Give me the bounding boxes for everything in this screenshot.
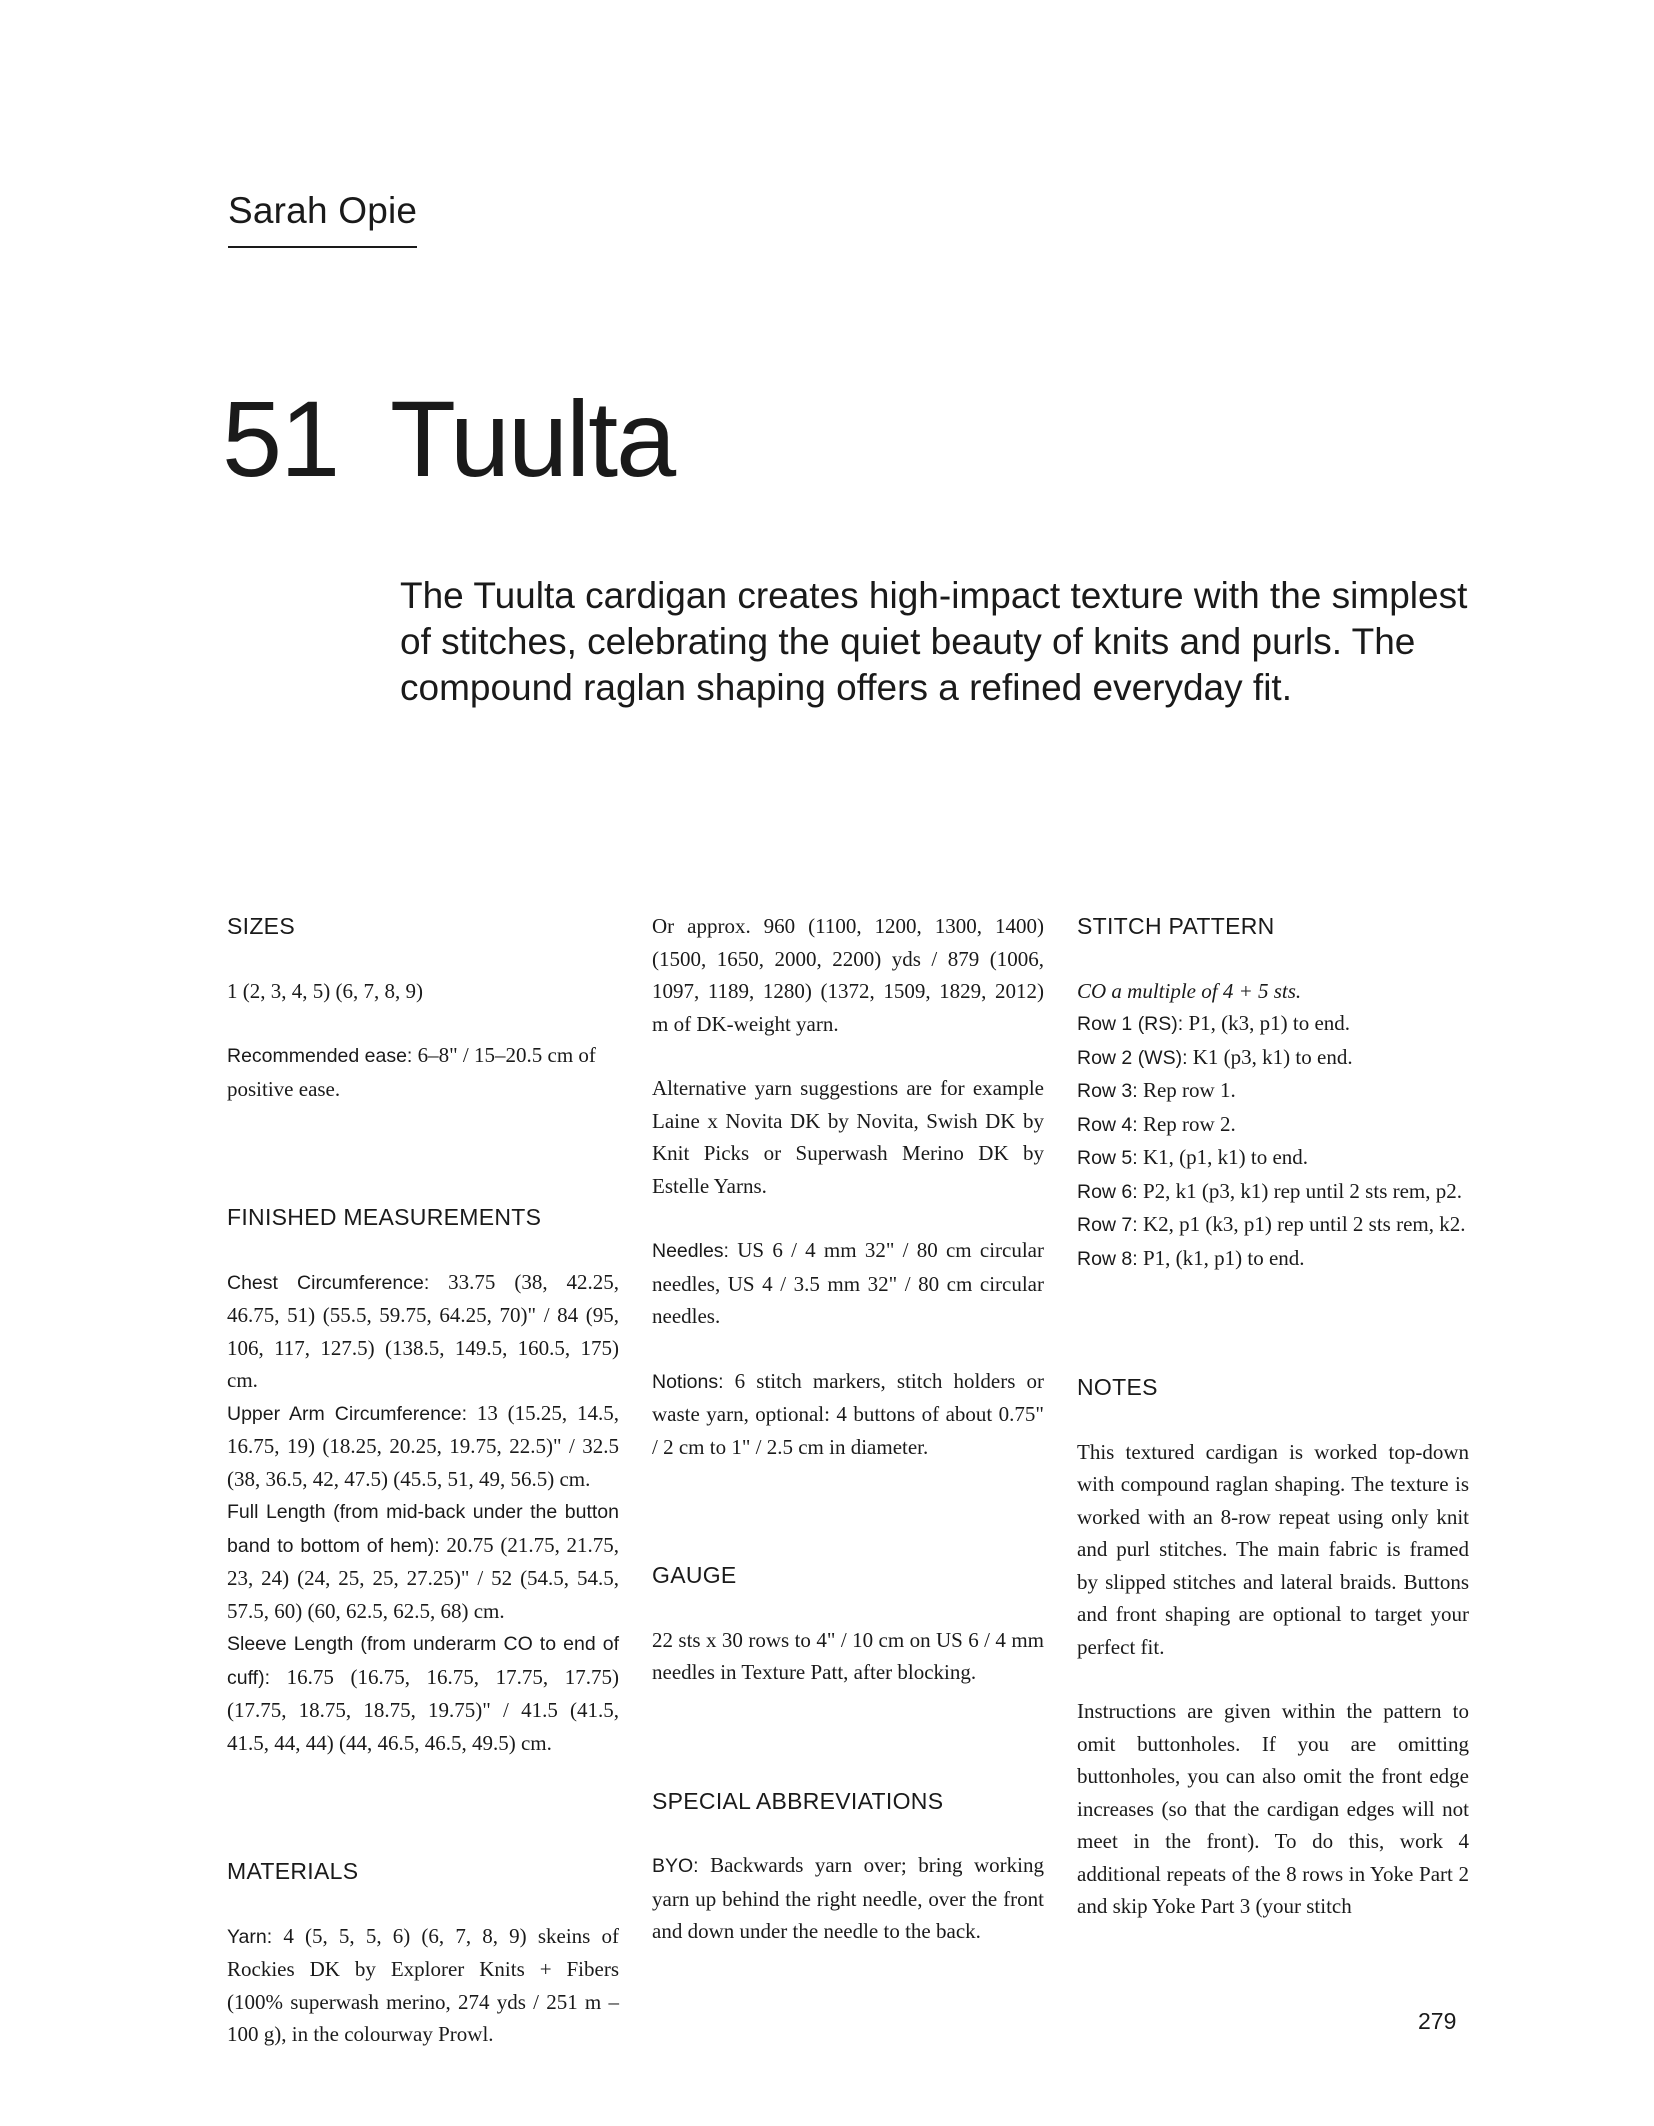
notions-paragraph	[652, 1365, 1044, 1464]
pattern-row	[1077, 1041, 1469, 1075]
column-left	[227, 910, 619, 2051]
measurement-value: 33.75 (38, 42.25, 46.75, 51) (55.5, 59.75, 64.25, 70)" / 84 (95, 106, 117, 127.5) (138.5, 149.5, 160.5, 175) cm.	[227, 1269, 619, 1392]
gauge-text: 22 sts x 30 rows to 4" / 10 cm on US 6 / 4 mm needles in Texture Patt, after blocking.	[652, 1627, 1044, 1684]
yarn-approx: Or approx. 960 (1100, 1200, 1300, 1400) (1500, 1650, 2000, 2200) yds / 879 (1006, 1097, 1189, 1280) (1372, 1509, 1829, 2012) m of DK-weight yarn.	[652, 914, 1044, 1036]
column-middle	[652, 910, 1044, 1948]
measurement-item	[227, 1495, 619, 1627]
row-label: Row 8:	[1077, 1247, 1138, 1270]
row-text: P1, (k3, p1) to end.	[1183, 1011, 1351, 1035]
finished-heading: FINISHED MEASUREMENTS	[227, 1204, 542, 1230]
materials-heading: MATERIALS	[227, 1858, 359, 1884]
sizes-heading: SIZES	[227, 913, 295, 939]
notes-paragraph-2: Instructions are given within the pattern to omit buttonholes. If you are omitting buttonholes, you can also omit the front edge increases (so that the cardigan edges will not meet in the front). To do this, work 4 additional repeats of the 8 rows in Yoke Part 2 and skip Yoke Part 3 (your stitch	[1077, 1699, 1469, 1918]
pattern-number: 51	[222, 378, 339, 499]
notions-label: Notions:	[652, 1370, 724, 1393]
alternative-yarns: Alternative yarn suggestions are for example Laine x Novita DK by Novita, Swish DK by Knit Picks or Superwash Merino DK by Estelle Yarns.	[652, 1076, 1044, 1198]
gauge-heading: GAUGE	[652, 1562, 737, 1588]
byo-value: Backwards yarn over; bring working yarn up behind the right needle, over the front and down under the needle to the back.	[652, 1853, 1044, 1943]
measurement-value: 16.75 (16.75, 16.75, 17.75, 17.75) (17.75, 18.75, 18.75, 19.75)" / 41.5 (41.5, 41.5, 44, 44) (44, 46.5, 46.5, 49.5) cm.	[227, 1664, 619, 1755]
notes-heading: NOTES	[1077, 1374, 1158, 1400]
ease-value: 6–8" / 15–20.5 cm of positive ease.	[227, 1043, 596, 1101]
row-label: Row 7:	[1077, 1214, 1138, 1236]
yarn-paragraph	[227, 1920, 619, 2051]
pattern-row	[1077, 1141, 1469, 1175]
pattern-name: Tuulta	[390, 378, 675, 499]
designer-name: Sarah Opie	[228, 190, 417, 248]
row-label: Row 4:	[1077, 1113, 1138, 1136]
measurement-item	[227, 1627, 619, 1759]
pattern-row	[1077, 1175, 1469, 1209]
byo-paragraph	[652, 1849, 1044, 1948]
row-label: Row 6:	[1077, 1180, 1138, 1203]
pattern-row	[1077, 1108, 1469, 1142]
needles-label: Needles:	[652, 1240, 729, 1262]
ease-paragraph	[227, 1039, 619, 1105]
row-text: Rep row 2.	[1137, 1111, 1236, 1136]
row-text: K1 (p3, k1) to end.	[1187, 1044, 1353, 1069]
measurement-label: Full Length (from mid-back under the button band to bottom of hem):	[227, 1501, 619, 1557]
sizes-values: 1 (2, 3, 4, 5) (6, 7, 8, 9)	[227, 978, 423, 1003]
row-text: Rep row 1.	[1137, 1078, 1236, 1102]
row-text: K2, p1 (k3, p1) rep until 2 sts rem, k2.	[1137, 1212, 1466, 1236]
page-number: 279	[1418, 2008, 1457, 2034]
pattern-row	[1077, 1007, 1469, 1041]
row-text: K1, (p1, k1) to end.	[1137, 1145, 1309, 1169]
ease-label: Recommended ease:	[227, 1045, 413, 1067]
needles-paragraph	[652, 1234, 1044, 1333]
measurement-item	[227, 1266, 619, 1397]
yarn-label: Yarn:	[227, 1925, 273, 1948]
byo-label: BYO:	[652, 1855, 699, 1877]
intro-paragraph: The Tuulta cardigan creates high-impact texture with the simplest of stitches, celebrating the quiet beauty of knits and purls. The compound raglan shaping offers a refined everyday fit.	[400, 575, 1468, 708]
needles-value: US 6 / 4 mm 32" / 80 cm circular needles, US 4 / 3.5 mm 32" / 80 cm circular needles.	[652, 1238, 1044, 1328]
measurement-item	[227, 1397, 619, 1496]
pattern-title	[222, 378, 675, 499]
row-label: Row 1 (RS):	[1077, 1013, 1184, 1035]
notions-value: 6 stitch markers, stitch holders or waste yarn, optional: 4 buttons of about 0.75" / 2 cm to 1" / 2.5 cm in diameter.	[652, 1368, 1044, 1459]
stitch-pattern-intro: CO a multiple of 4 + 5 sts.	[1077, 978, 1302, 1003]
stitch-pattern-heading: STITCH PATTERN	[1077, 913, 1275, 939]
row-text: P1, (k1, p1) to end.	[1137, 1245, 1305, 1270]
measurement-label: Chest Circumference:	[227, 1271, 430, 1294]
notes-paragraph-1: This textured cardigan is worked top-down with compound raglan shaping. The texture is worked with an 8-row repeat using only knit and purl stitches. The main fabric is framed by slipped stitches and lateral braids. Buttons and front shaping are optional to target your perfect fit.	[1077, 1439, 1469, 1659]
measurement-value: 20.75 (21.75, 21.75, 23, 24) (24, 25, 25, 27.25)" / 52 (54.5, 54.5, 57.5, 60) (60, 62.5, 62.5, 68) cm.	[227, 1532, 619, 1623]
yarn-value: 4 (5, 5, 5, 6) (6, 7, 8, 9) skeins of Rockies DK by Explorer Knits + Fibers (100% superwash merino, 274 yds / 251 m – 100 g), in the colourway Prowl.	[227, 1923, 619, 2046]
row-text: P2, k1 (p3, k1) rep until 2 sts rem, p2.	[1137, 1178, 1463, 1203]
pattern-row	[1077, 1208, 1469, 1242]
column-right	[1077, 910, 1469, 1923]
finished-list	[227, 1266, 619, 1760]
pattern-row	[1077, 1242, 1469, 1276]
row-label: Row 5:	[1077, 1147, 1138, 1169]
row-label: Row 2 (WS):	[1077, 1046, 1188, 1069]
measurement-label: Upper Arm Circumference:	[227, 1402, 467, 1425]
measurement-label: Sleeve Length (from underarm CO to end of cuff):	[227, 1633, 619, 1689]
abbreviations-heading: SPECIAL ABBREVIATIONS	[652, 1787, 944, 1814]
pattern-row	[1077, 1074, 1469, 1108]
row-label: Row 3:	[1077, 1080, 1138, 1102]
measurement-value: 13 (15.25, 14.5, 16.75, 19) (18.25, 20.25, 19.75, 22.5)" / 32.5 (38, 36.5, 42, 47.5) (45.5, 51, 49, 56.5) cm.	[227, 1400, 619, 1491]
